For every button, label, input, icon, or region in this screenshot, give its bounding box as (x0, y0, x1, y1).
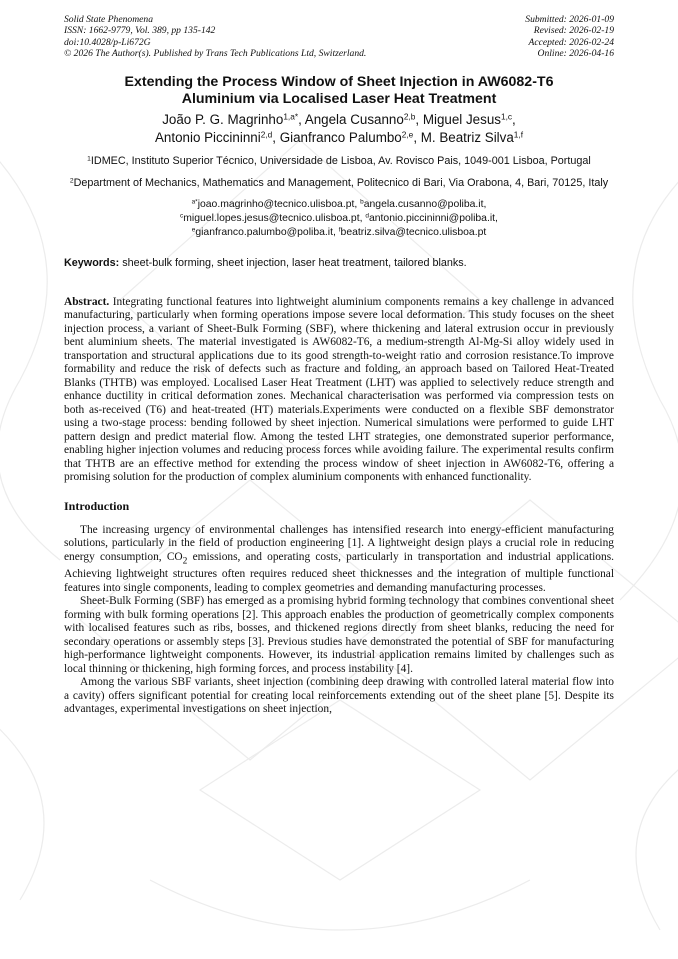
email-line-2 (64, 212, 614, 226)
affiliation-text: IDMEC, Instituto Superior Técnico, Universidade de Lisboa, Av. Rovisco Pais, 1049-001 Lisboa, Portugal (90, 154, 591, 167)
issn-line: ISSN: 1662-9779, Vol. 389, pp 135-142 (64, 25, 216, 37)
author-separator: , (272, 129, 280, 145)
keywords (64, 256, 614, 270)
email-address[interactable]: angela.cusanno@poliba.it (363, 198, 484, 210)
author-name: Antonio Piccininni (154, 129, 261, 145)
email-separator: , (354, 198, 361, 210)
affiliation-text: Department of Mechanics, Mathematics and Management, Politecnico di Bari, Via Orabona, 4, Bari, 70125, Italy (73, 176, 609, 189)
journal-info (64, 14, 366, 60)
intro-paragraph-3: Among the various SBF variants, sheet injection (combining deep drawing with controlled lateral material flow into a cavity) offers significant potential for creating local reinforcements extending out of the sheet plane [5]. Despite its advantages, experimental investigations on sheet injection, (64, 676, 614, 716)
paper-title (64, 74, 614, 108)
affiliation-sup: 1 (87, 154, 91, 162)
title-line-2: Aluminium via Localised Laser Heat Treatment (181, 90, 497, 107)
author-sup: 2,d (260, 129, 273, 140)
copyright-line: © 2026 The Author(s). Published by Trans Tech Publications Ltd, Switzerland. (64, 48, 367, 60)
intro-paragraph-2: Sheet-Bulk Forming (SBF) has emerged as a promising hybrid forming technology that combines conventional sheet forming with bulk forming operations [2]. This approach enables the production of geometrically complex components with localised features such as ribs, bosses, and thickened regions directly from sheet blanks, reducing the need for secondary operations or assembly steps [3]. Previous studies have demonstrated the potential of SBF for manufacturing high-performance lightweight components. However, its industrial application remains limited by challenges such as local thinning or thickening, high forming forces, and process instability [4]. (64, 595, 614, 675)
email-separator: , (359, 212, 366, 224)
author-name: Miguel Jesus (422, 111, 501, 127)
email-address[interactable]: gianfranco.palumbo@poliba.it (195, 226, 333, 238)
email-sup: d (365, 212, 369, 220)
author-separator: , (298, 111, 305, 127)
author-name: João P. G. Magrinho (162, 111, 284, 127)
email-sup: e (191, 226, 196, 234)
email-sup: c (180, 212, 184, 220)
submitted-date: Submitted: 2026-01-09 (525, 14, 614, 25)
author-name: Gianfranco Palumbo (279, 129, 402, 145)
author-sup: 1,f (513, 129, 524, 140)
keywords-text: sheet-bulk forming, sheet injection, laser heat treatment, tailored blanks. (119, 256, 467, 269)
abstract (64, 296, 614, 485)
email-address[interactable]: beatriz.silva@tecnico.ulisboa.pt (340, 226, 487, 238)
email-separator: , (483, 198, 487, 210)
intro-p1-text: The increasing urgency of environmental challenges has intensified research into energy-efficient manufacturing solutions, particularly in the field of production engineering [1]. A lightweight design plays a crucial role in reducing energy consumption, CO (64, 523, 614, 563)
email-line-3 (64, 226, 614, 240)
author-sup: 1,a* (283, 111, 299, 122)
email-address[interactable]: antonio.piccininni@poliba.it (368, 212, 496, 224)
email-address[interactable]: joao.magrinho@tecnico.ulisboa.pt (197, 198, 355, 210)
co2-subscript: 2 (182, 555, 188, 566)
online-date: Online: 2026-04-16 (537, 48, 614, 60)
author-line-1 (64, 111, 614, 129)
email-list (64, 198, 614, 240)
author-line-2 (64, 129, 614, 147)
section-heading-introduction: Introduction (64, 498, 130, 513)
email-sup: f (338, 226, 341, 234)
accepted-date: Accepted: 2026-02-24 (528, 36, 614, 48)
abstract-label: Abstract. (64, 295, 110, 308)
affiliation-sup: 2 (69, 176, 74, 184)
journal-name: Solid State Phenomena (64, 14, 153, 25)
author-separator: , (413, 129, 421, 145)
email-sup: b (360, 198, 364, 206)
affiliation-2 (64, 176, 614, 191)
author-name: Angela Cusanno (304, 111, 404, 127)
email-line-1 (64, 198, 614, 212)
author-separator: , (512, 111, 516, 127)
email-separator: , (332, 226, 339, 238)
author-sup: 2,e (401, 129, 414, 140)
doi-line: doi:10.4028/p-Li672G (64, 36, 151, 48)
author-sup: 2,b (403, 111, 416, 122)
email-sup: a* (191, 198, 198, 206)
revised-date: Revised: 2026-02-19 (533, 25, 614, 37)
journal-header (64, 14, 614, 60)
keywords-label: Keywords: (64, 256, 120, 269)
author-sup: 1,c (500, 111, 513, 122)
publication-dates (525, 14, 614, 60)
author-name: M. Beatriz Silva (420, 129, 514, 145)
author-separator: , (415, 111, 423, 127)
title-line-1: Extending the Process Window of Sheet Injection in AW6082-T6 (124, 73, 554, 90)
abstract-text: Integrating functional features into lightweight aluminium components remains a key challenge in advanced manufacturing, particularly when forming operations impose severe local deformation. This study focuses on the sheet injection process, a variant of Sheet-Bulk Forming (SBF), where thickening and lateral extrusion occur in previously bent aluminium sheets. The material investigated is AW6082-T6, a medium-strength Al-Mg-Si alloy widely used in transportation and structural applications due to its good strength-to-weight ratio and corrosion resistance.To improve formability and reduce the risk of defects such as fracture and folding, an approach based on Tailored Heat-Treated Blanks (THTB) was employed. Localised Laser Heat Treatment (LHT) was applied to selectively reduce strength and enhance ductility in critical deformation zones. Mechanical characterisation was performed via compression tests on both as-received (T6) and heat-treated (HT) materials.Experiments were conducted on a flexible SBF demonstrator using a two-stage process: bending followed by sheet injection. Numerical simulations were performed to guide LHT pattern design and predict material flow. Among the tested LHT strategies, one demonstrated superior performance, enabling higher injection volumes and reducing process forces while avoiding failure. The experimental results confirm that THTB are an effective method for extending the process window of sheet injection in AW6082-T6, offering a promising solution for the production of complex aluminium components with enhanced functionality. (64, 295, 614, 484)
email-address[interactable]: miguel.lopes.jesus@tecnico.ulisboa.pt (183, 212, 360, 224)
intro-p1-text-cont: emissions, and operating costs, particularly in transportation and industrial applications. Achieving lightweight structures often requires reduced sheet thicknesses and the integration of multiple functional features into single components, leading to complex geometries and demanding manufacturing processes. (64, 550, 614, 594)
email-separator: , (495, 212, 498, 224)
author-list (64, 111, 614, 147)
intro-paragraph-1 (64, 524, 614, 596)
affiliation-1 (64, 154, 614, 169)
